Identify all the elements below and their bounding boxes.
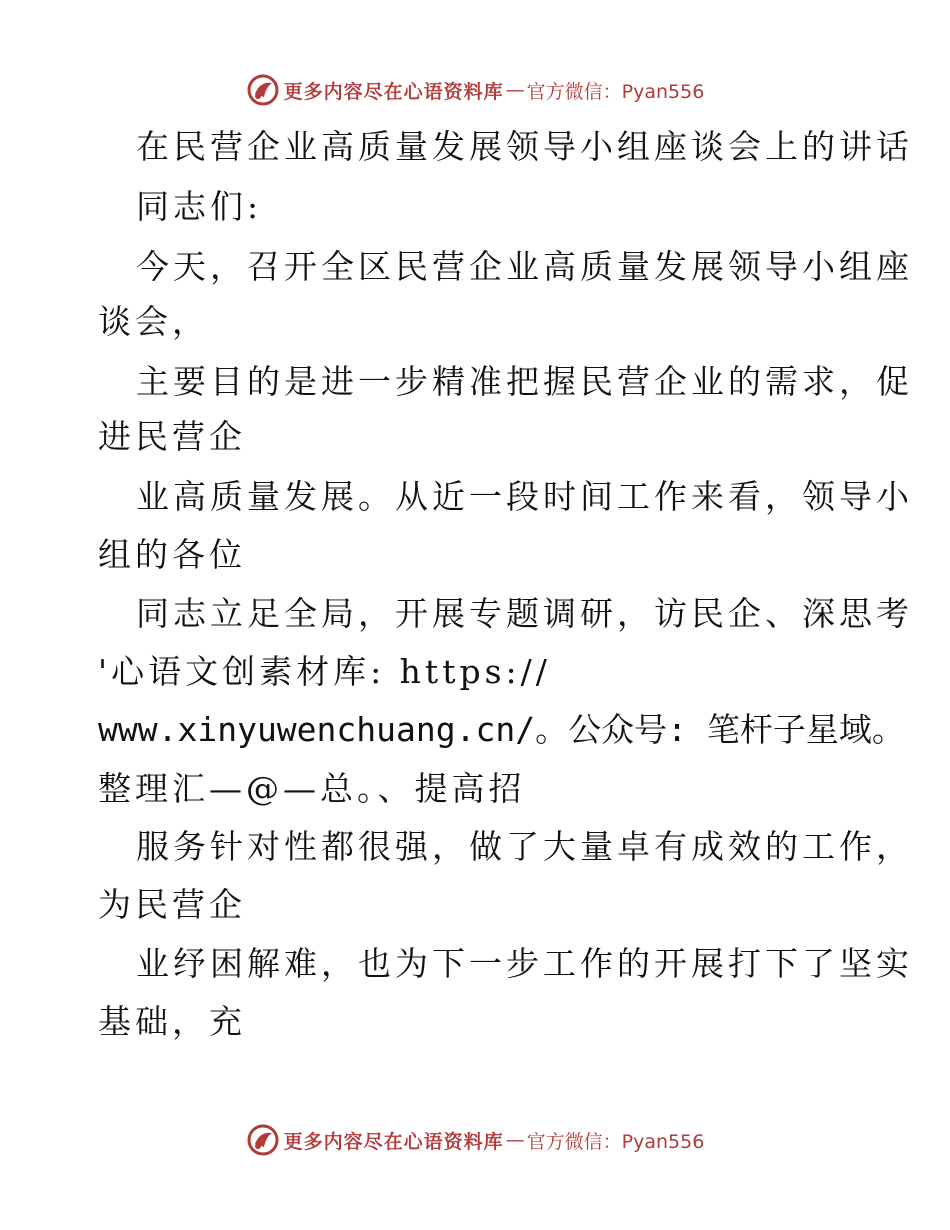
text-line: 进民营企 [98,417,246,456]
text-line: 今天，召开全区民营企业高质量发展领导小组座 [136,247,913,286]
text-line: 业纾困解难，也为下一步工作的开展打下了坚实 [136,944,913,983]
text-line: 为民营企 [98,885,246,924]
banner-wechat: 官方微信：Pyan556 [526,1130,705,1153]
text-line: 业高质量发展。从近一段时间工作来看，领导小 [136,477,913,516]
text-line: 基础，充 [98,1002,246,1041]
text-line: 谈会， [98,302,209,341]
banner-dash: — [505,79,525,101]
text-line: 整理汇—@—总。、提高招 [98,769,526,808]
footer-banner [0,1120,950,1160]
text-line: 同志立足全局，开展专题调研，访民企、深思考 [136,594,913,633]
banner-title: 更多内容尽在心语资料库 [283,80,504,103]
banner-dash: — [505,1129,525,1151]
logo-icon [246,1123,280,1157]
text-line: 服务针对性都很强，做了大量卓有成效的工作， [136,827,913,866]
banner-wechat: 官方微信：Pyan556 [526,80,705,103]
banner-title: 更多内容尽在心语资料库 [283,1130,504,1153]
salutation: 同志们: [136,187,263,226]
text-line: 组的各位 [98,535,246,574]
document-title: 在民营企业高质量发展领导小组座谈会上的讲话 [136,127,913,166]
text-line: '心语文创素材库: https:// [98,652,551,691]
text-line-url: www.xinyuwenchuang.cn/。公众号: 笔杆子星域。 [98,710,905,749]
text-line: 主要目的是进一步精准把握民营企业的需求，促 [136,362,913,401]
